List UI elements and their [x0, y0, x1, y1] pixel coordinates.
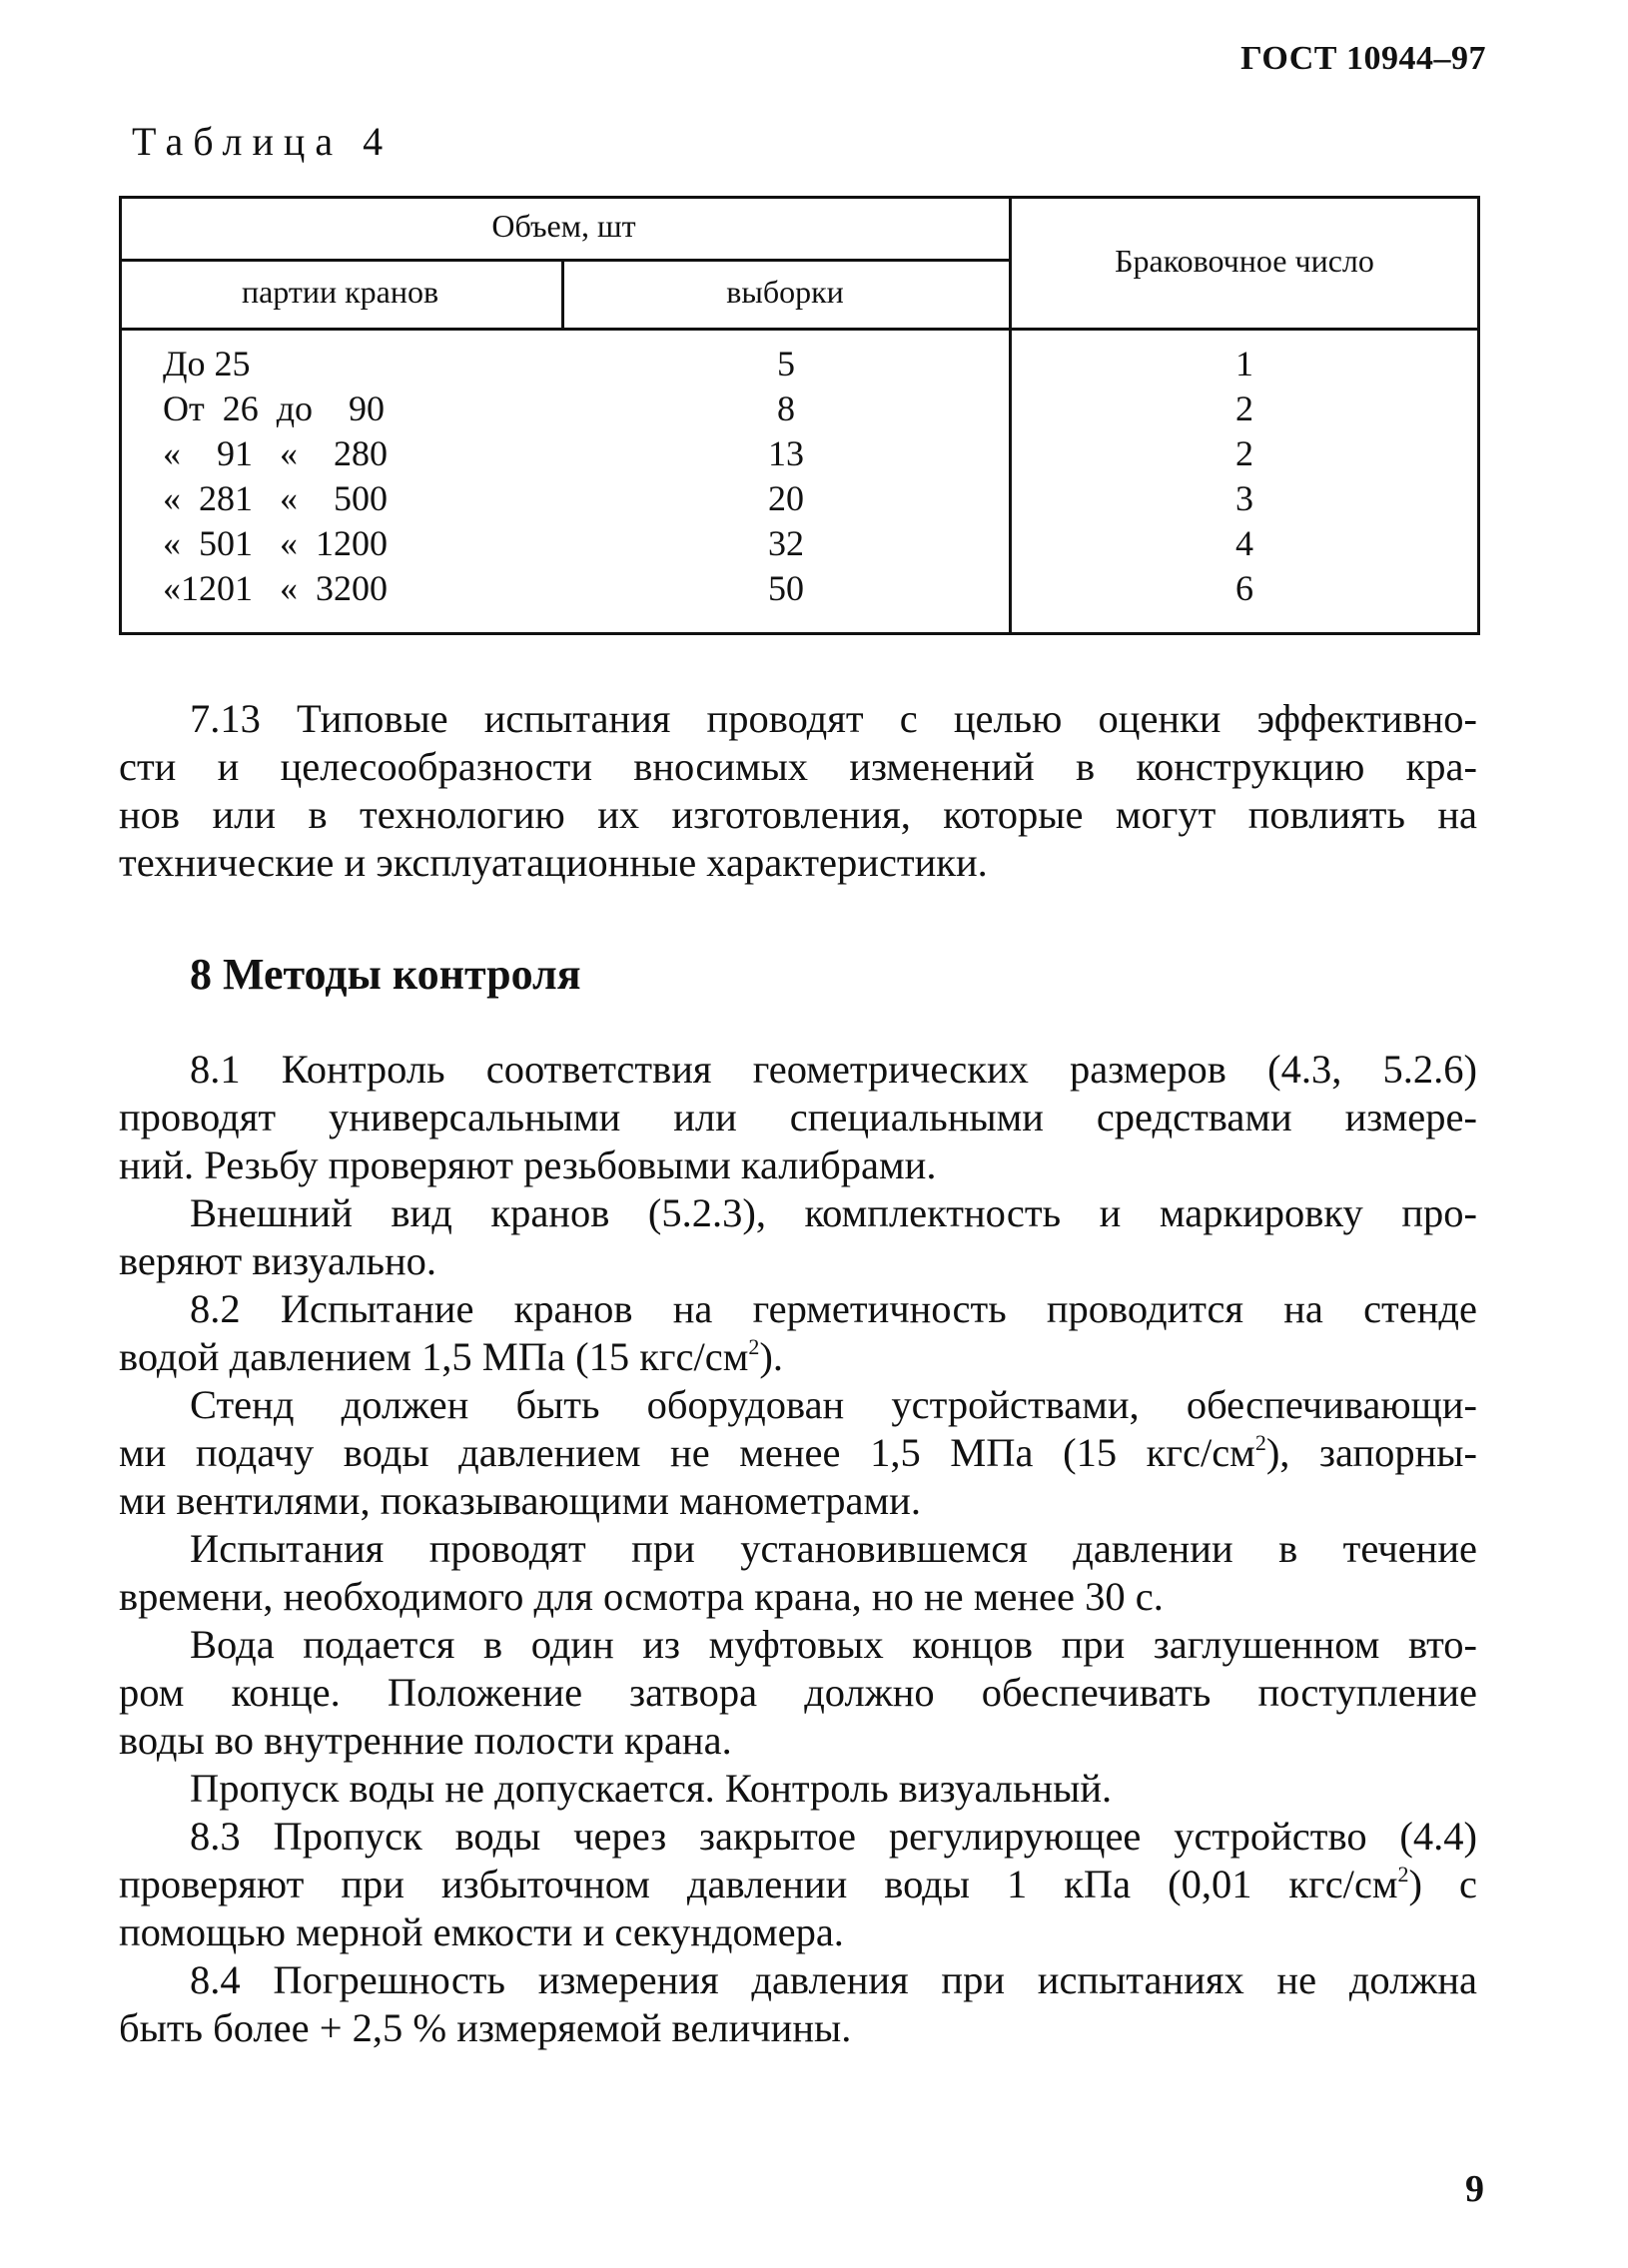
- table-cell: « 91 « 280: [163, 433, 388, 473]
- text-segment: водой давлением 1,5 МПа (15 кгс/см: [119, 1334, 749, 1379]
- column-sample: [561, 342, 1011, 611]
- text-line: Вода подается в один из муфтовых концов при заглушенном вто-: [190, 1622, 1477, 1667]
- text-line: проводят универсальными или специальными средствами измере-: [119, 1095, 1477, 1139]
- text-line: Испытания проводят при установившемся давлении в течение: [190, 1526, 1477, 1571]
- table-cell: От 26 до 90: [163, 388, 386, 428]
- table-cell: 1: [1235, 344, 1253, 383]
- text-segment: ).: [759, 1334, 783, 1379]
- table-cell: «1201 « 3200: [163, 568, 388, 608]
- text-line: 8.3 Пропуск воды через закрытое регулирующее устройство (4.4): [190, 1814, 1477, 1859]
- text-line: ми вентилями, показывающими манометрами.: [119, 1478, 921, 1523]
- text-segment: ) с: [1408, 1862, 1477, 1906]
- table-divider: [119, 328, 1480, 331]
- document-header: ГОСТ 10944–97: [1240, 40, 1486, 77]
- table-cell: 8: [777, 388, 795, 428]
- text-segment: ), запорны-: [1265, 1430, 1477, 1475]
- text-line: [119, 1333, 1477, 1381]
- text-line: быть более + 2,5 % измеряемой величины.: [119, 2005, 852, 2050]
- table-cell: 6: [1235, 568, 1253, 608]
- text-line: нов или в технологию их изготовления, которые могут повлиять на: [119, 792, 1477, 837]
- text-line: Пропуск воды не допускается. Контроль визуальный.: [190, 1766, 1113, 1811]
- superscript: 2: [1254, 1430, 1266, 1455]
- text-line: времени, необходимого для осмотра крана, но не менее 30 с.: [119, 1574, 1164, 1619]
- table-caption: Таблица 4: [132, 119, 394, 164]
- header-reject: Браковочное число: [1115, 243, 1374, 279]
- text-line: [119, 1861, 1477, 1908]
- text-line: 8.1 Контроль соответствия геометрических размеров (4.3, 5.2.6): [190, 1047, 1477, 1092]
- table-cell: « 501 « 1200: [163, 523, 388, 563]
- text-line: веряют визуально.: [119, 1238, 437, 1283]
- superscript: 2: [748, 1334, 760, 1359]
- column-reject: [1009, 342, 1480, 611]
- text-line: технические и эксплуатационные характеристики.: [119, 840, 988, 885]
- text-line: ний. Резьбу проверяют резьбовыми калибрами.: [119, 1142, 937, 1187]
- column-lot: [163, 342, 388, 611]
- table-cell: 32: [768, 523, 804, 563]
- table-divider: [119, 259, 1009, 262]
- header-lot: партии кранов: [241, 274, 439, 310]
- text-line: 8.4 Погрешность измерения давления при испытаниях не должна: [190, 1957, 1477, 2002]
- table-cell: 2: [1235, 388, 1253, 428]
- text-segment: ми подачу воды давлением не менее 1,5 МПа (15 кгс/см: [119, 1430, 1255, 1475]
- text-line: [119, 1429, 1477, 1477]
- table-cell: « 281 « 500: [163, 478, 388, 518]
- text-line: ром конце. Положение затвора должно обеспечивать поступление: [119, 1670, 1477, 1715]
- section-title: 8 Методы контроля: [190, 950, 581, 999]
- table-cell: 4: [1235, 523, 1253, 563]
- header-volume: Объем, шт: [491, 208, 636, 244]
- table-cell: 5: [777, 344, 795, 383]
- table-cell: 2: [1235, 433, 1253, 473]
- table-cell: 50: [768, 568, 804, 608]
- paragraph-8-1: [119, 1046, 1477, 2052]
- table-cell: 3: [1235, 478, 1253, 518]
- header-sample: выборки: [726, 274, 844, 310]
- text-line: воды во внутренние полости крана.: [119, 1718, 732, 1763]
- text-line: Внешний вид кранов (5.2.3), комплектность и маркировку про-: [190, 1190, 1477, 1235]
- text-line: помощью мерной емкости и секундомера.: [119, 1909, 844, 1954]
- page-number: 9: [1465, 2168, 1484, 2210]
- superscript: 2: [1397, 1862, 1409, 1887]
- text-line: Стенд должен быть оборудован устройствами, обеспечивающи-: [190, 1382, 1477, 1427]
- table-cell: До 25: [163, 344, 251, 383]
- paragraph-7-13: [119, 695, 1477, 887]
- text-line: 7.13 Типовые испытания проводят с целью оценки эффективно-: [190, 696, 1477, 741]
- text-line: 8.2 Испытание кранов на герметичность проводится на стенде: [190, 1286, 1477, 1331]
- table-cell: 20: [768, 478, 804, 518]
- table-cell: 13: [768, 433, 804, 473]
- text-line: сти и целесообразности вносимых изменений в конструкцию кра-: [119, 744, 1477, 789]
- text-segment: проверяют при избыточном давлении воды 1 кПа (0,01 кгс/см: [119, 1862, 1398, 1906]
